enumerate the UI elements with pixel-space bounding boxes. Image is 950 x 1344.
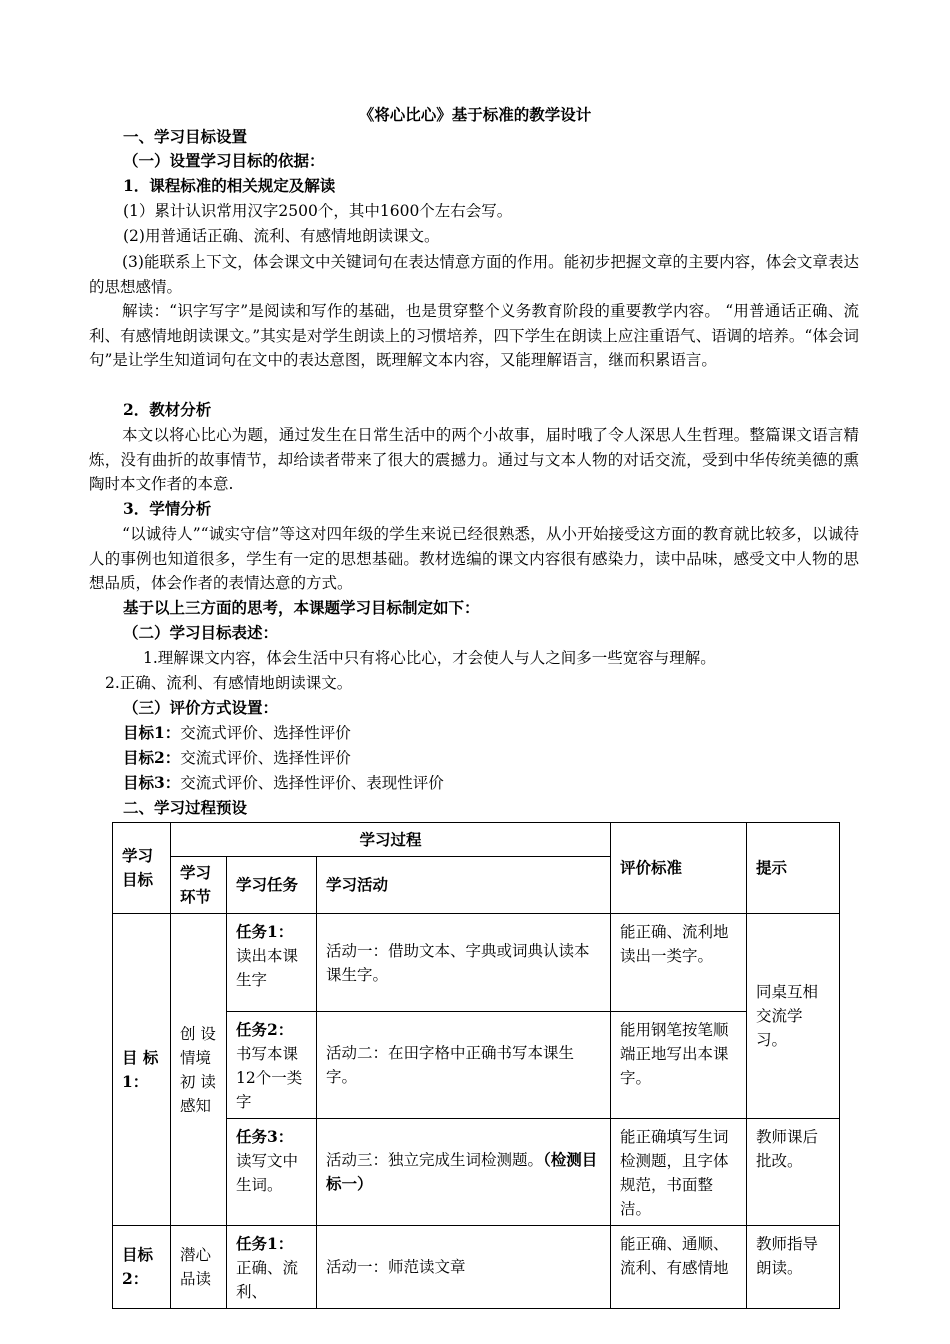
- evaluation-1-label: 目标1：: [123, 723, 181, 742]
- task-2-cell: [227, 1012, 317, 1119]
- section-1-heading: 一、学习目标设置: [123, 127, 248, 146]
- textbook-analysis-paragraph: 本文以将心比心为题，通过发生在日常生活中的两个小故事，届时哦了令人深思人生哲理。整篇课文语言精炼，没有曲折的故事情节，却给读者带来了很大的震撼力。通过与文本人物的对话交流，受到中华传统美德的熏陶时本文作者的本意.: [89, 426, 859, 493]
- standard-1: (1）累计认识常用汉字2500个，其中1600个左右会写。: [123, 202, 513, 220]
- table-row: [113, 1226, 840, 1309]
- header-task: 学习任务: [227, 857, 317, 914]
- task-2-label: 任务2：: [236, 1020, 294, 1039]
- evaluation-3: [123, 772, 444, 794]
- evaluation-2-label: 目标2：: [123, 748, 181, 767]
- evaluation-1: [123, 722, 351, 744]
- curriculum-heading: 1．课程标准的相关规定及解读: [123, 176, 336, 195]
- goal-1: 1.理解课文内容，体会生活中只有将心比心，才会使人与人之间多一些宽容与理解。: [143, 649, 716, 667]
- tips-4: 教师指导朗读。: [747, 1226, 840, 1309]
- task-4-cell: [227, 1226, 317, 1309]
- goal-2-cell: 目标2：: [113, 1226, 171, 1309]
- learner-analysis-paragraph: “以诚待人”“诚实守信”等这对四年级的学生来说已经很熟悉，从小开始接受这方面的教育就比较多，以诚待人的事例也知道很多，学生有一定的思想基础。教材选编的课文内容很有感染力，读中品味，感受文中人物的思想品质，体会作者的表情达意的方式。: [89, 525, 859, 592]
- subsection-2-heading: （二）学习目标表述：: [123, 623, 279, 642]
- criteria-4: 能正确、通顺、流利、有感情地: [611, 1226, 747, 1309]
- header-activity: 学习活动: [317, 857, 611, 914]
- goal-1-cell: 目 标1：: [113, 914, 171, 1226]
- section-2-heading: 二、学习过程预设: [123, 798, 248, 817]
- header-learning-goal: 学习目标: [113, 823, 171, 914]
- task-2-text: 书写本课12个一类字: [236, 1045, 303, 1111]
- header-learning-process: 学习过程: [171, 823, 611, 857]
- activity-3-check: （检测目标一）: [326, 1150, 598, 1193]
- tips-3: 教师课后批改。: [747, 1119, 840, 1226]
- criteria-1: 能正确、流利地读出一类字。: [611, 914, 747, 1012]
- standard-3: (3)能联系上下文，体会课文中关键词句在表达情意方面的作用。能初步把握文章的主要内容，体会文章表达的思想感情。: [89, 253, 859, 296]
- evaluation-2-text: 交流式评价、选择性评价: [180, 749, 351, 767]
- interpretation-paragraph: 解读：“识字写字”是阅读和写作的基础，也是贯穿整个义务教育阶段的重要教学内容。 “用普通话正确、流利、有感情地朗读课文。”其实是对学生朗读上的习惯培养，四下学生在朗读上应注重语气、语调的培养。“体会词句”是让学生知道词句在文中的表达意图，既理解文本内容，又能理解语言，继而积累语言。: [89, 302, 859, 369]
- document-title: 《将心比心》基于标准的教学设计: [358, 105, 592, 124]
- task-1-label: 任务1：: [236, 922, 294, 941]
- evaluation-1-text: 交流式评价、选择性评价: [180, 724, 351, 742]
- table-header-row: [113, 823, 840, 857]
- activity-3: [317, 1119, 611, 1226]
- task-3-cell: [227, 1119, 317, 1226]
- activity-3-text: 活动三：独立完成生词检测题。: [326, 1151, 544, 1169]
- subsection-1-heading: （一）设置学习目标的依据：: [123, 151, 325, 170]
- criteria-3: 能正确填写生词检测题，且字体规范，书面整洁。: [611, 1119, 747, 1226]
- task-3-label: 任务3：: [236, 1127, 294, 1146]
- table-row: [113, 914, 840, 1012]
- header-stage: 学习环节: [171, 857, 227, 914]
- activity-4: 活动一：师范读文章: [317, 1226, 611, 1309]
- standard-2: (2)用普通话正确、流利、有感情地朗读课文。: [123, 227, 440, 245]
- goal-2-stage: 潜心品读: [171, 1226, 227, 1309]
- tips-1: 同桌互相交流学习。: [747, 914, 840, 1119]
- summary-line: 基于以上三方面的思考，本课题学习目标制定如下：: [123, 598, 480, 617]
- activity-2: 活动二：在田字格中正确书写本课生字。: [317, 1012, 611, 1119]
- goal-1-stage: 创 设情境 初 读感知: [171, 914, 227, 1226]
- task-4-text: 正确、流利、: [236, 1259, 299, 1301]
- learning-process-table: [112, 822, 840, 1309]
- criteria-2: 能用钢笔按笔顺端正地写出本课字。: [611, 1012, 747, 1119]
- subsection-3-heading: （三）评价方式设置：: [123, 698, 279, 717]
- header-tips: 提示: [747, 823, 840, 914]
- evaluation-2: [123, 747, 351, 769]
- task-3-text: 读写文中生词。: [236, 1152, 299, 1194]
- header-criteria: 评价标准: [611, 823, 747, 914]
- evaluation-3-label: 目标3：: [123, 773, 181, 792]
- task-4-label: 任务1：: [236, 1234, 294, 1253]
- task-1-text: 读出本课生字: [236, 947, 299, 989]
- activity-1: 活动一：借助文本、字典或词典认读本课生字。: [317, 914, 611, 1012]
- evaluation-3-text: 交流式评价、选择性评价、表现性评价: [180, 774, 444, 792]
- learner-analysis-heading: 3．学情分析: [123, 499, 212, 518]
- textbook-analysis-heading: 2．教材分析: [123, 400, 212, 419]
- task-1-cell: [227, 914, 317, 1012]
- goal-2: 2.正确、流利、有感情地朗读课文。: [105, 674, 353, 692]
